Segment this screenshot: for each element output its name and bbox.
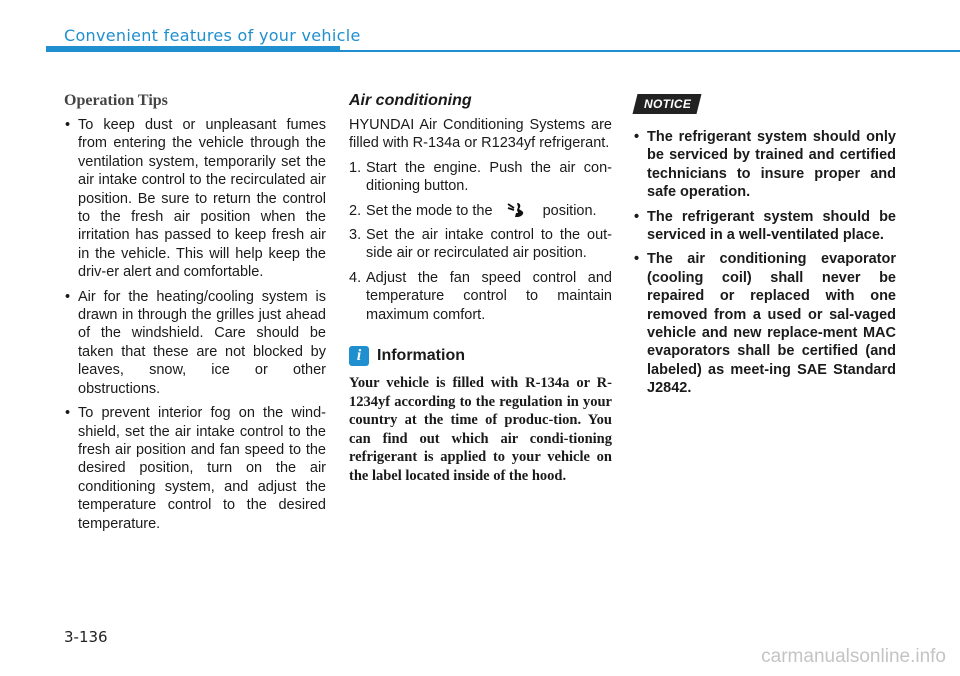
section-title: Convenient features of your vehicle: [64, 26, 361, 45]
air-conditioning-steps: [349, 159, 612, 324]
step-text-after: position.: [542, 202, 597, 219]
step-number: 1.: [349, 159, 362, 176]
step-number: 3.: [349, 227, 362, 244]
step-text: Start the engine. Push the air con-ditioning button.: [366, 159, 612, 195]
list-item-text: The refrigerant system should only be serviced by trained and certified technicians to insure proper and safe operation.: [647, 129, 896, 201]
air-conditioning-intro: HYUNDAI Air Conditioning Systems are filled with R-134a or R1234yf refrigerant.: [349, 117, 612, 152]
step-item: [349, 159, 612, 196]
step-item: [349, 202, 612, 220]
notice-list: [633, 128, 896, 398]
column-air-conditioning: [349, 92, 612, 486]
operation-tips-heading: Operation Tips: [64, 92, 168, 109]
list-item-text: To prevent interior fog on the wind-shield, set the air intake control to the fresh air position and fan speed to the desired position, turn on the air conditioning system, and adjust the temperature control to the desired temperature.: [78, 405, 326, 532]
list-item-text: The refrigerant system should be serviced in a well-ventilated place.: [647, 208, 896, 244]
column-notice: [633, 92, 896, 404]
information-title: Information: [377, 347, 465, 365]
list-item: • The air conditioning evaporator (cooling coil) shall never be repaired or replaced with one removed from a used or sal-vaged vehicle and new replace-ment MAC evaporators shall be certified (and labeled) as meet-ing SAE Standard J2842.: [634, 251, 896, 397]
header-rule-thin: [340, 50, 960, 52]
step-item: [349, 226, 612, 263]
information-header: [349, 346, 612, 366]
notice-badge: [633, 94, 702, 114]
list-item-text: To keep dust or unpleasant fumes from entering the vehicle through the ventilation system, temporarily set the air intake control to the recirculated air position. Be sure to return the control to the fresh air position when the irritation has passed to keep fresh air in the vehicle. This will help keep the driv-er alert and comfortable.: [78, 117, 326, 281]
step-number: 4.: [349, 269, 362, 286]
operation-tips-list: [64, 116, 326, 533]
list-item: • To keep dust or unpleasant fumes from entering the vehicle through the ventilation system, temporarily set the air intake control to the recirculated air position. Be sure to return the control to the fresh air position when the irritation has passed to keep fresh air in the vehicle. This will help keep the driv-er alert and comfortable.: [65, 117, 326, 281]
list-item: • To prevent interior fog on the wind-shield, set the air intake control to the fresh air position and fan speed to the desired position, turn on the air conditioning system, and adjust the temperature control to the desired temperature.: [65, 405, 326, 532]
list-item-text: Air for the heating/cooling system is drawn in through the grilles just ahead of the windshield. Care should be taken that these are not blocked by leaves, snow, ice or other obstructions.: [78, 288, 326, 397]
step-text: Adjust the fan speed control and temperature control to maintain maximum comfort.: [366, 269, 612, 323]
page-number: 3-136: [64, 628, 108, 646]
step-number: 2.: [349, 202, 362, 219]
list-item: • The refrigerant system should be serviced in a well-ventilated place.: [634, 208, 896, 244]
air-conditioning-heading: Air conditioning: [349, 92, 472, 109]
list-item: • Air for the heating/cooling system is drawn in through the grilles just ahead of the windshield. Care should be taken that these are not blocked by leaves, snow, ice or other obstructions.: [65, 288, 326, 397]
watermark: carmanualsonline.info: [761, 646, 946, 667]
step-item: [349, 269, 612, 324]
notice-badge-label: NOTICE: [644, 97, 692, 111]
information-icon: i: [349, 346, 369, 366]
column-operation-tips: [64, 92, 326, 539]
list-item-text: The air conditioning evaporator (cooling coil) shall never be repaired or replaced with one removed from a used or sal-vaged vehicle and new replace-ment MAC evaporators shall be certified (and labeled) as meet-ing SAE Standard J2842.: [647, 251, 896, 397]
step-text: Set the air intake control to the out-side air or recirculated air position.: [366, 227, 612, 262]
face-vent-mode-icon: [505, 202, 529, 218]
list-item: • The refrigerant system should only be serviced by trained and certified technicians to insure proper and safe operation.: [634, 129, 896, 201]
header-rule-thick: [46, 46, 340, 52]
information-body: Your vehicle is filled with R-134a or R-1234yf according to the regulation in your country at the time of produc-tion. You can find out which air condi-tioning refrigerant is applied to your vehicle on the label located inside of the hood.: [349, 375, 612, 485]
step-text-before: Set the mode to the: [366, 202, 493, 219]
